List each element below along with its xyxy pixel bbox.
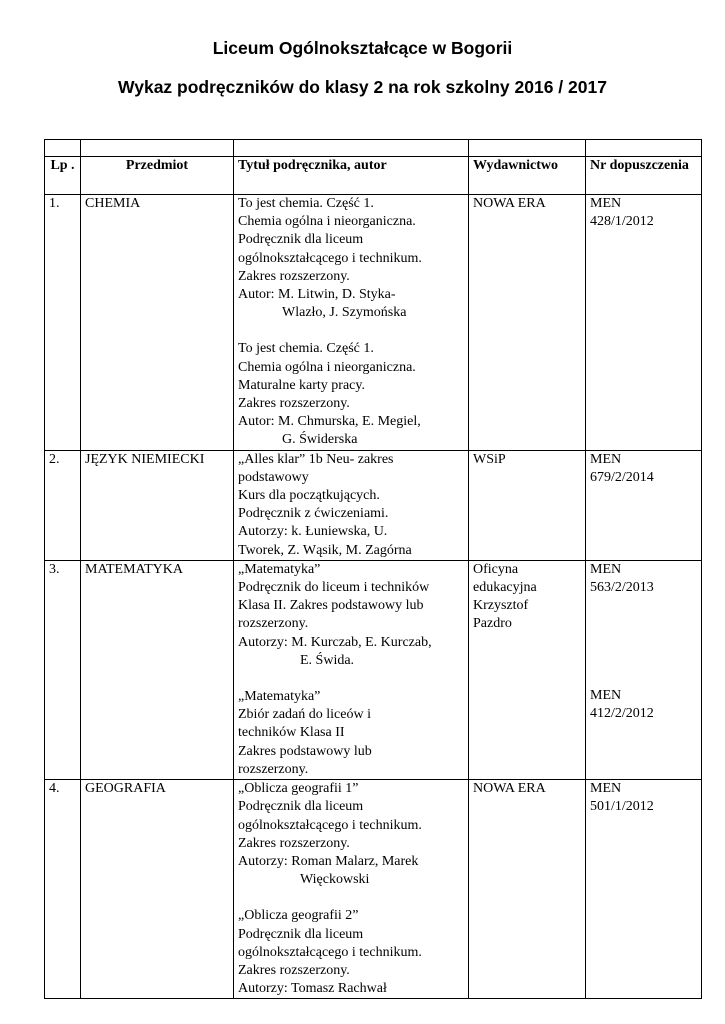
header-subject: Przedmiot bbox=[81, 157, 234, 195]
book-entry: To jest chemia. Część 1. Chemia ogólna i nieorganiczna. Maturalne karty pracy. Zakres rozszerzony. Autor: M. Chmurska, E. Megiel, bbox=[238, 341, 421, 430]
school-title: Liceum Ogólnokształcące w Bogorii bbox=[212, 38, 513, 58]
row-subject: GEOGRAFIA bbox=[81, 780, 234, 999]
book-entry-continued: G. Świderska bbox=[282, 432, 358, 448]
row-lp: 1. bbox=[45, 195, 81, 451]
row-publisher: WSiP bbox=[469, 450, 586, 560]
row-approval: MEN 428/1/2012 bbox=[586, 195, 702, 451]
row-subject: MATEMATYKA bbox=[81, 560, 234, 779]
row-approval: MEN 679/2/2014 bbox=[586, 450, 702, 560]
header-approval-number: Nr dopuszczenia bbox=[586, 157, 702, 195]
list-subtitle: Wykaz podręczników do klasy 2 na rok szkolny 2016 / 2017 bbox=[118, 77, 607, 97]
row-books bbox=[234, 195, 469, 451]
table-row bbox=[45, 780, 702, 999]
row-books bbox=[234, 560, 469, 779]
table-blank-row bbox=[45, 140, 702, 157]
row-approval-second: MEN 412/2/2012 bbox=[590, 688, 654, 722]
row-subject: CHEMIA bbox=[81, 195, 234, 451]
header-title-author: Tytuł podręcznika, autor bbox=[234, 157, 469, 195]
book-entry: „Matematyka” Podręcznik do liceum i techników Klasa II. Zakres podstawowy lub rozszerzony. Autorzy: M. Kurczab, E. Kurczab, bbox=[238, 561, 432, 650]
book-entry-continued: Wlazło, J. Szymońska bbox=[282, 305, 407, 321]
row-lp: 3. bbox=[45, 560, 81, 779]
table-row bbox=[45, 450, 702, 560]
row-lp: 2. bbox=[45, 450, 81, 560]
table-row bbox=[45, 195, 702, 451]
header-publisher: Wydawnictwo bbox=[469, 157, 586, 195]
book-entry-continued: Więckowski bbox=[300, 872, 370, 888]
table-row bbox=[45, 560, 702, 779]
row-publisher: NOWA ERA bbox=[469, 780, 586, 999]
row-approval: MEN 501/1/2012 bbox=[586, 780, 702, 999]
row-books bbox=[234, 780, 469, 999]
row-books bbox=[234, 450, 469, 560]
textbook-table bbox=[44, 139, 702, 999]
row-subject: JĘZYK NIEMIECKI bbox=[81, 450, 234, 560]
row-publisher: NOWA ERA bbox=[469, 195, 586, 451]
header-lp: Lp . bbox=[45, 157, 81, 195]
row-approval: MEN 563/2/2013 MEN 412/2/2012 bbox=[586, 560, 702, 779]
book-entry-continued: E. Świda. bbox=[300, 652, 355, 668]
row-publisher: Oficyna edukacyjna Krzysztof Pazdro bbox=[469, 560, 586, 779]
book-entry: „Alles klar” 1b Neu- zakres podstawowy Kurs dla początkujących. Podręcznik z ćwiczeniami. Autorzy: k. Łuniewska, U. Tworek, Z. Wąsik, M. Zagórna bbox=[238, 451, 412, 558]
book-entry: „Matematyka” Zbiór zadań do liceów i techników Klasa II Zakres podstawowy lub rozszerzony. bbox=[238, 689, 372, 777]
book-entry: „Oblicza geografii 1” Podręcznik dla liceum ogólnokształcącego i technikum. Zakres rozszerzony. Autorzy: Roman Malarz, Marek bbox=[238, 781, 422, 869]
table-header-row bbox=[45, 157, 702, 195]
row-lp: 4. bbox=[45, 780, 81, 999]
book-entry: „Oblicza geografii 2” Podręcznik dla liceum ogólnokształcącego i technikum. Zakres rozszerzony. Autorzy: Tomasz Rachwał bbox=[238, 908, 422, 997]
book-entry: To jest chemia. Część 1. Chemia ogólna i nieorganiczna. Podręcznik dla liceum ogólnokształcącego i technikum. Zakres rozszerzony. Autor: M. Litwin, D. Styka- bbox=[238, 196, 422, 303]
